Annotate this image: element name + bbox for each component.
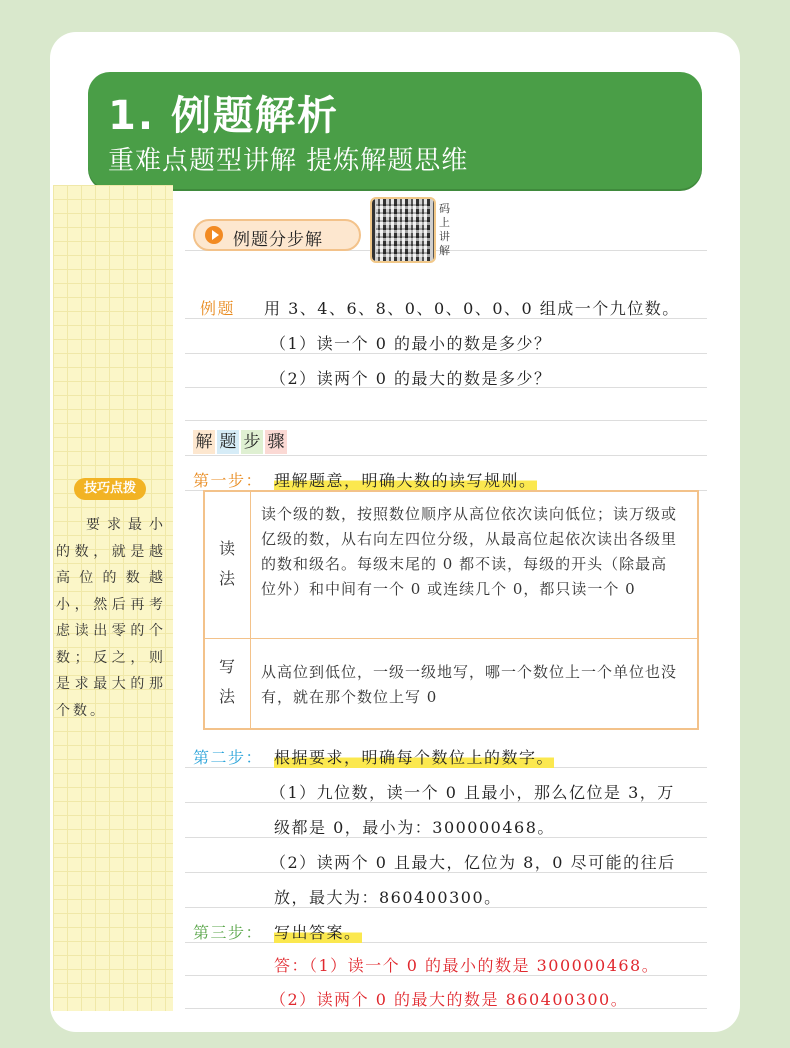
solution-steps-title <box>193 430 287 454</box>
tips-text: 要求最小的数，就是越高位的数越小，然后再考虑读出零的个数；反之，则是求最大的那个数。 <box>56 517 166 719</box>
step2-line-1: （1）九位数，读一个 0 且最小，那么亿位是 3，万 <box>270 783 675 802</box>
qr-code[interactable] <box>372 199 434 261</box>
steps-title-char: 骤 <box>265 430 287 454</box>
rules-table <box>203 490 699 730</box>
section-banner <box>88 72 702 189</box>
steps-title-char: 步 <box>241 430 263 454</box>
example-question-1: （1）读一个 0 的最小的数是多少？ <box>270 334 552 353</box>
example-question-2: （2）读两个 0 的最大的数是多少？ <box>270 369 552 388</box>
tips-badge: 技巧点拨 <box>74 478 146 500</box>
example-tag: 例题 <box>200 299 236 318</box>
read-rule-head: 读法 <box>218 539 235 588</box>
qr-label: 码上讲解 <box>439 202 450 257</box>
step2-text: 根据要求，明确每个数位上的数字。 <box>274 745 554 768</box>
write-rule-body: 从高位到低位，一级一级地写，哪一个数位上一个单位也没有，就在那个数位上写 0 <box>261 663 678 706</box>
step3-label: 第三步： <box>193 923 264 942</box>
steps-title-char: 题 <box>217 430 239 454</box>
step1-label: 第一步： <box>193 471 264 490</box>
write-rule-head: 写法 <box>218 657 235 706</box>
section-subtitle: 重难点题型讲解 提炼解题思维 <box>108 146 469 176</box>
play-icon <box>205 226 223 244</box>
rule-line <box>185 455 707 456</box>
step1-text: 理解题意，明确大数的读写规则。 <box>274 468 537 491</box>
step2-line-4: 放，最大为：860400300。 <box>274 888 502 907</box>
section-title: 1. 例题解析 <box>108 93 339 139</box>
rule-line <box>185 420 707 421</box>
answer-1: 答：（1）读一个 0 的最小的数是 300000468。 <box>274 956 660 975</box>
example-steps-pill <box>193 219 361 251</box>
step2-line-2: 级都是 0，最小为：300000468。 <box>274 818 555 837</box>
step3-text: 写出答案。 <box>274 920 362 943</box>
step2-label: 第二步： <box>193 748 264 767</box>
answer-2: （2）读两个 0 的最大的数是 860400300。 <box>270 990 629 1009</box>
step2-line-3: （2）读两个 0 且最大，亿位为 8，0 尽可能的往后 <box>270 853 676 872</box>
read-rule-body: 读个级的数，按照数位顺序从高位依次读向低位；读万级或亿级的数，从右向左四位分级，从最高位起依次读出各级里的数和级名。每级末尾的 0 都不读，每级的开头（除最高位外）和中间有一个 0 或连续几个 0，都只读一个 0 <box>261 505 678 598</box>
rule-line <box>185 942 707 943</box>
steps-title-char: 解 <box>193 430 215 454</box>
example-steps-label: 例题分步解 <box>233 230 323 250</box>
example-statement: 用 3、4、6、8、0、0、0、0、0 组成一个九位数。 <box>264 299 680 318</box>
